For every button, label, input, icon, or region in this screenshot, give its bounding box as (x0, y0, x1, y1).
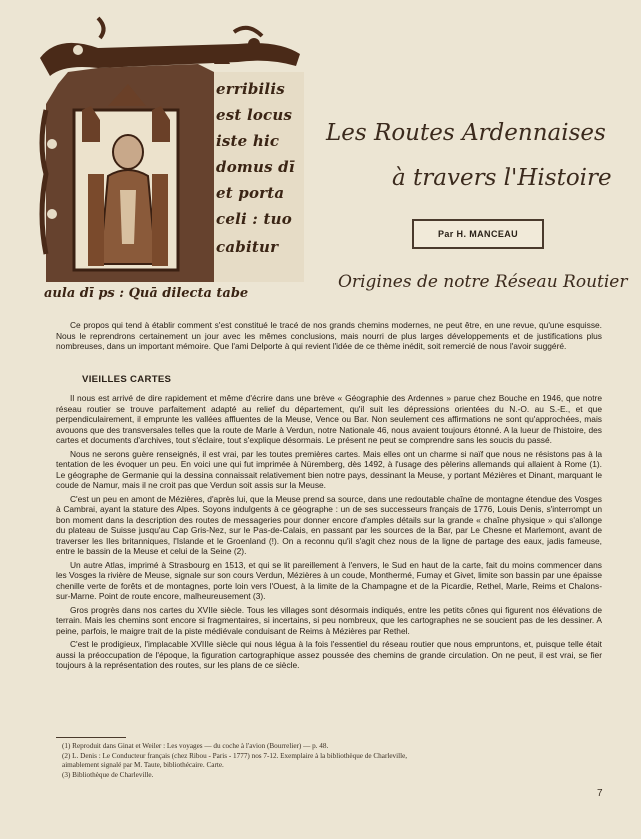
body-paragraph: Un autre Atlas, imprimé à Strasbourg en 1513, et qui se lit pareillement à l'envers, le Sud en haut de la carte, fait du moins commencer dans les Vosges la rivière de Meuse, signale sur son cours Verdun, Mézières à un coude, Monthermé, Fumay et Givet, limite son bassin par une épaisse chenille verte de forêts et de montagnes, porte loin vers l'Ouest, à la limite de la Champagne et de la Picardie, Rethel, Marle, Reims et Chalons-sur-Marne. Point de route encore, malheureusement (3). (56, 559, 602, 601)
manuscript-line: domus dī (216, 158, 295, 176)
page-number: 7 (597, 788, 603, 799)
article-subtitle: Origines de notre Réseau Routier (338, 272, 628, 292)
manuscript-line: celi : tuo (216, 210, 292, 228)
intro-paragraph: Ce propos qui tend à établir comment s'est constitué le tracé de nos grands chemins modernes, ne peut être, en une revue, qu'une esquisse. Nous le reprendrons certainement un jour avec les mêmes conclusions, mais nourri de plus larges développements et de justifications plus nombreuses, dans un important mémoire. Que l'ami Delporte à qui revient l'idée de ce thème inédit, soit remercié de nous l'avoir suggéré. (56, 320, 602, 351)
manuscript-text (38, 14, 306, 306)
manuscript-line: iste hic (216, 132, 280, 150)
manuscript-line: cabitur (216, 238, 279, 256)
footnote: (2) L. Denis : Le Conducteur français (chez Ribou - Paris - 1777) nos 7-12. Exemplaire à la bibliothèque de Charleville, (62, 751, 408, 760)
body-paragraph: Gros progrès dans nos cartes du XVIIe siècle. Tous les villages sont désormais indiqués, entre les petits cônes qui figurent nos élévations de terrain. Mais les chemins sont encore si fragmentaires, si incertains, si peu nombreux, que les cartographes ne se soucient pas de les dessiner. A peine, parfois, le maigre trait de la piste médiévale conduisant de Reims à Mézières par Rethel. (56, 604, 602, 636)
illuminated-initial (38, 14, 306, 306)
article-title-line-2: à travers l'Histoire (392, 165, 612, 191)
footnotes (62, 742, 610, 780)
footnote: aimablement signalé par M. Taute, bibliothécaire. Carte. (62, 761, 224, 770)
body-paragraph: Il nous est arrivé de dire rapidement et même d'écrire dans une brève « Géographie des Ardennes » parue chez Bouche en 1946, que notre réseau routier se trouve parfaitement adapté au relief du département, qu'il suit les dépressions orientées du N.-O. au S.-E., et que perpendiculairement, il emprunte les vallées affluentes de la Meuse, Vence ou Bar. Non seulement ces affirmations ne sont qu'approchées, mais avouons que des transversales telles que la route de Marle à Verdun, notre Nationale 46, nous avaient toujours étonné. A la lueur de l'histoire, des cartes et documents d'archives, tout s'éclaire, tout s'explique désormais. Le présent ne peut se comprendre sans les soucis du passé. (56, 393, 602, 445)
intro-paragraph-block (56, 320, 602, 352)
footnote: (3) Bibliothèque de Charleville. (62, 770, 154, 779)
body-paragraph: C'est le prodigieux, l'implacable XVIIIe siècle qui nous légua à la fois l'essentiel du réseau routier que nous empruntons, et, puisque telle était aussi la préoccupation de l'époque, la figuration cartographique assez poussée des chemins de grande circulation. On ne peut, il est vrai, se fier toujours à la représentation des routes, sur les plans de ce siècle. (56, 639, 602, 670)
manuscript-bottom-line: aula dī ps : Quā dilecta tabe (44, 286, 249, 301)
footnote: (1) Reproduit dans Ginat et Weiler : Les voyages — du coche à l'avion (Bourrelier) — p. 48. (62, 742, 329, 750)
article-title-line-1: Les Routes Ardennaises (326, 120, 606, 146)
body-paragraph: Nous ne serons guère renseignés, il est vrai, par les toutes premières cartes. Mais elles ont un charme si naïf que nous ne résistons pas à la tentation de les évoquer un peu. En voici une qui fut imprimée à Nüremberg, dès 1492, à l'usage des pèlerins allemands qui allaient à Rome (1). Le géographe de Germanie qui la dessina connaissait relativement bien notre pays, dessinant la Meuse, y portant Mézières et Dinant, marquant le coude de Namur, mais il ne croit pas que Verdun soit assis sur la Meuse. (56, 448, 602, 490)
manuscript-line: est locus (216, 106, 293, 124)
author-name: Par H. MANCEAU (437, 229, 519, 239)
section-heading: VIEILLES CARTES (82, 374, 172, 385)
author-box (412, 219, 544, 249)
footnote-divider (56, 737, 126, 738)
manuscript-line: et porta (216, 184, 285, 202)
body-text (56, 393, 602, 671)
body-paragraph: C'est un peu en amont de Mézières, d'après lui, que la Meuse prend sa source, dans une redoutable chaîne de montagne étendue des Vosges à Cambrai, ayant la stature des Alpes. Soyons indulgents à ce géographe : un de ses successeurs français de 1776, Louis Denis, s'interrompt un bon moment dans la description des routes de messageries pour donner encore d'amples détails sur la grande « chaîne physique » qui s'allonge du plateau de Suisse jusqu'au Cap Gris-Nez, sur le Pas-de-Calais, en passant par les sources de la Bar, par Le Chesne et Marlemont, avant de traverser les Iles britanniques, l'Islande et le Groenland (!). On a reconnu qu'il s'agit chez nous de la ligne de partage des eaux, jadis fameuse, entre le bassin de la Meuse et celui de la Seine (2). (56, 493, 602, 556)
manuscript-line: erribilis (216, 80, 285, 98)
